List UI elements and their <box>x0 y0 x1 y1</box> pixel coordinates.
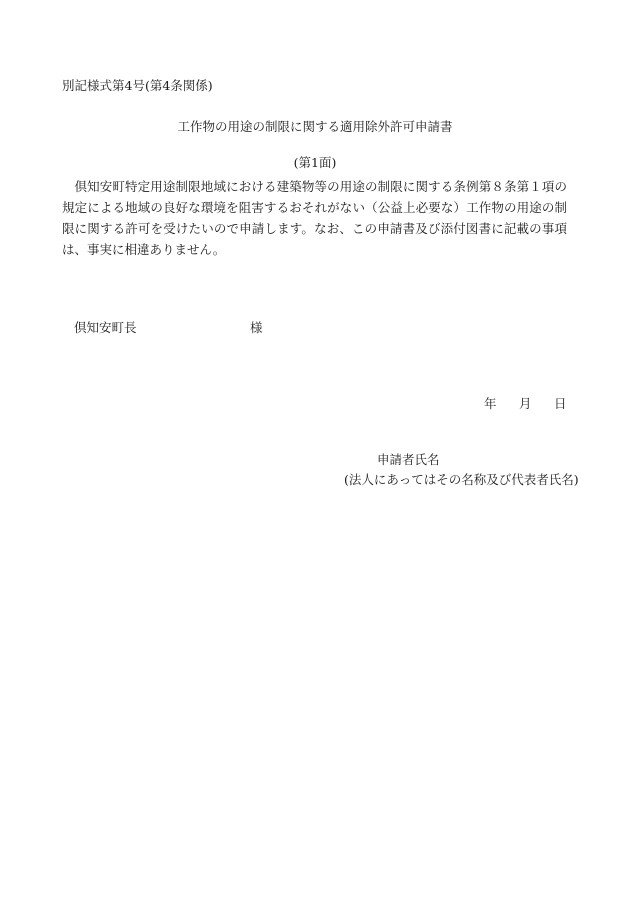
applicant-name-label: 申請者氏名 <box>377 452 440 467</box>
addressee-name: 倶知安町長 <box>74 320 137 335</box>
document-title: 工作物の用途の制限に関する適用除外許可申請書 <box>177 119 453 134</box>
declaration-paragraph: 倶知安町特定用途制限地域における建築物等の用途の制限に関する条例第８条第１項の規定による地域の良好な環境を阻害するおそれがない（公益上必要な）工作物の用途の制限に関する許可を受けたいので申請します。なお、この申請書及び添付図書に記載の事項は、事実に相違ありません。 <box>62 179 567 257</box>
page-number-label: (第1面) <box>293 155 337 170</box>
date-day-label: 日 <box>554 396 567 411</box>
date-year-label: 年 <box>484 396 497 411</box>
date-month-label: 月 <box>519 396 532 411</box>
addressee-honorific: 様 <box>250 320 263 335</box>
applicant-note: (法人にあってはその名称及び代表者氏名) <box>344 472 579 487</box>
form-number-label: 別記様式第4号(第4条関係) <box>62 78 213 93</box>
